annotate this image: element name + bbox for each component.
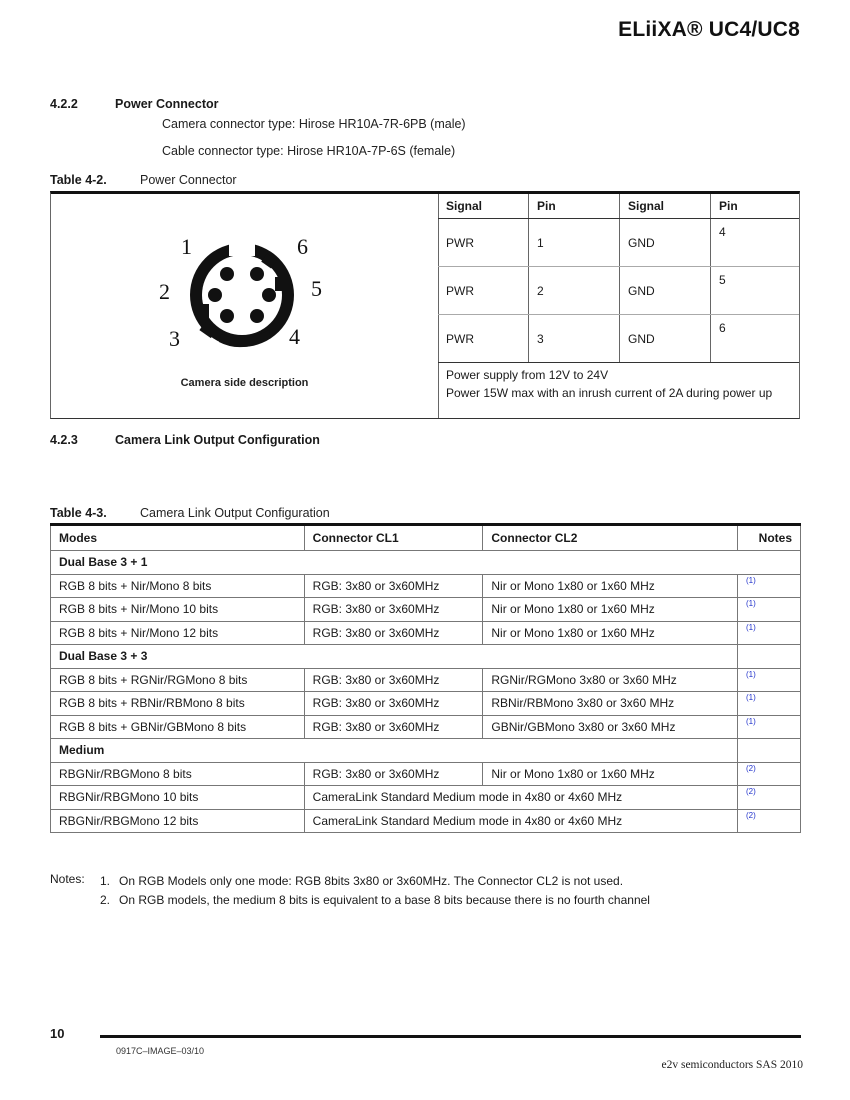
table-42-caption-number: Table 4-2.: [50, 173, 107, 187]
section-number-422: 4.2.2: [50, 97, 78, 111]
table-row: [438, 267, 799, 315]
svg-text:3: 3: [169, 326, 180, 351]
svg-text:1: 1: [181, 234, 192, 259]
table-row: [438, 219, 799, 267]
group-title: Medium: [51, 739, 738, 763]
power-consumption: Power 15W max with an inrush current of 2A during power up: [446, 386, 773, 400]
notes-list: [100, 872, 650, 910]
table-row: [51, 786, 801, 810]
mode-cell: RGB 8 bits + GBNir/GBMono 8 bits: [51, 715, 305, 739]
signal-cell: GND: [620, 219, 711, 267]
note-ref-link[interactable]: (1): [746, 622, 756, 632]
pinout-header-row: [438, 194, 799, 219]
note-ref-link[interactable]: (1): [746, 599, 756, 609]
notes-cell: [738, 809, 801, 833]
pin-cell: 6: [711, 315, 800, 363]
pin-cell: 5: [711, 267, 800, 315]
mode-cell: RGB 8 bits + Nir/Mono 12 bits: [51, 621, 305, 645]
section-title-camera-link: Camera Link Output Configuration: [115, 433, 320, 447]
mode-cell: RGB 8 bits + Nir/Mono 10 bits: [51, 598, 305, 622]
power-connector-table: [50, 191, 800, 419]
notes-cell: [738, 692, 801, 716]
header-connector-cl1: Connector CL1: [304, 525, 483, 551]
header-connector-cl2: Connector CL2: [483, 525, 738, 551]
notes-cell: [738, 786, 801, 810]
mode-cell: RGB 8 bits + Nir/Mono 8 bits: [51, 574, 305, 598]
signal-cell: PWR: [438, 219, 529, 267]
svg-text:2: 2: [159, 279, 170, 304]
notes-cell: [738, 621, 801, 645]
camera-link-config-table: [50, 523, 801, 833]
cl2-cell: Nir or Mono 1x80 or 1x60 MHz: [483, 621, 738, 645]
table-row: [51, 715, 801, 739]
signal-cell: PWR: [438, 267, 529, 315]
svg-text:4: 4: [289, 324, 300, 349]
notes-cell: [738, 668, 801, 692]
note-number: 1.: [100, 874, 111, 888]
cl1-cl2-merged-cell: CameraLink Standard Medium mode in 4x80 or 4x60 MHz: [304, 809, 737, 833]
pinout-cell: [438, 194, 799, 418]
table-row: [51, 598, 801, 622]
table-header-row: [51, 525, 801, 551]
svg-text:5: 5: [311, 276, 322, 301]
table-row: [51, 621, 801, 645]
header-pin: Pin: [711, 194, 800, 219]
cl1-cell: RGB: 3x80 or 3x60MHz: [304, 762, 483, 786]
header-modes: Modes: [51, 525, 305, 551]
table-row: [51, 668, 801, 692]
cl1-cell: RGB: 3x80 or 3x60MHz: [304, 574, 483, 598]
note-ref-link[interactable]: (1): [746, 575, 756, 585]
signal-cell: GND: [620, 267, 711, 315]
signal-cell: PWR: [438, 315, 529, 363]
table-row: [438, 315, 799, 363]
table-row: [51, 809, 801, 833]
note-ref-link[interactable]: (1): [746, 693, 756, 703]
copyright: e2v semiconductors SAS 2010: [661, 1059, 803, 1071]
camera-side-description: Camera side description: [180, 377, 309, 389]
cl1-cell: RGB: 3x80 or 3x60MHz: [304, 668, 483, 692]
cable-connector-type: Cable connector type: Hirose HR10A-7P-6S (female): [162, 144, 456, 158]
cl1-cell: RGB: 3x80 or 3x60MHz: [304, 692, 483, 716]
cl1-cl2-merged-cell: CameraLink Standard Medium mode in 4x80 or 4x60 MHz: [304, 786, 737, 810]
section-title-power-connector: Power Connector: [115, 97, 219, 111]
svg-text:6: 6: [297, 234, 308, 259]
header-signal: Signal: [620, 194, 711, 219]
table-43-caption-title: Camera Link Output Configuration: [140, 506, 330, 520]
pin-cell: 2: [529, 267, 620, 315]
note-text: On RGB models, the medium 8 bits is equivalent to a base 8 bits because there is no fourth channel: [119, 893, 650, 907]
connector-pinout-diagram: [151, 232, 331, 362]
footer-divider: [100, 1035, 801, 1038]
section-number-423: 4.2.3: [50, 433, 78, 447]
mode-cell: RBGNir/RBGMono 12 bits: [51, 809, 305, 833]
notes-cell: [738, 739, 801, 763]
cl2-cell: Nir or Mono 1x80 or 1x60 MHz: [483, 762, 738, 786]
document-code: 0917C–IMAGE–03/10: [116, 1046, 205, 1056]
notes-label: Notes:: [50, 872, 85, 886]
table-42-caption-title: Power Connector: [140, 173, 237, 187]
pinout-table: [438, 194, 799, 363]
notes-cell: [738, 762, 801, 786]
group-row: [51, 645, 801, 669]
mode-cell: RBGNir/RBGMono 10 bits: [51, 786, 305, 810]
signal-cell: GND: [620, 315, 711, 363]
table-row: [51, 762, 801, 786]
pin-cell: 3: [529, 315, 620, 363]
note-ref-link[interactable]: (1): [746, 716, 756, 726]
group-row: [51, 551, 801, 575]
header-notes: Notes: [738, 525, 801, 551]
notes-cell: [738, 574, 801, 598]
cl2-cell: Nir or Mono 1x80 or 1x60 MHz: [483, 598, 738, 622]
notes-cell: [738, 715, 801, 739]
cl2-cell: Nir or Mono 1x80 or 1x60 MHz: [483, 574, 738, 598]
group-title: Dual Base 3 + 1: [51, 551, 801, 575]
notes-cell: [738, 645, 801, 669]
cl2-cell: RBNir/RBMono 3x80 or 3x60 MHz: [483, 692, 738, 716]
cl2-cell: GBNir/GBMono 3x80 or 3x60 MHz: [483, 715, 738, 739]
mode-cell: RBGNir/RBGMono 8 bits: [51, 762, 305, 786]
note-item: [100, 891, 650, 910]
group-row: [51, 739, 801, 763]
page-number: 10: [50, 1026, 65, 1041]
mode-cell: RGB 8 bits + RBNir/RBMono 8 bits: [51, 692, 305, 716]
pin-cell: 1: [529, 219, 620, 267]
note-ref-link[interactable]: (1): [746, 669, 756, 679]
camera-connector-type: Camera connector type: Hirose HR10A-7R-6PB (male): [162, 117, 466, 131]
power-supply-notes: [446, 366, 772, 402]
group-title: Dual Base 3 + 3: [51, 645, 738, 669]
notes-cell: [738, 598, 801, 622]
connector-diagram-cell: [51, 194, 439, 418]
table-43-caption-number: Table 4-3.: [50, 506, 107, 520]
cl1-cell: RGB: 3x80 or 3x60MHz: [304, 598, 483, 622]
note-ref-link[interactable]: (2): [746, 810, 756, 820]
header-pin: Pin: [529, 194, 620, 219]
note-number: 2.: [100, 893, 111, 907]
cl2-cell: RGNir/RGMono 3x80 or 3x60 MHz: [483, 668, 738, 692]
cl1-cell: RGB: 3x80 or 3x60MHz: [304, 715, 483, 739]
power-supply-range: Power supply from 12V to 24V: [446, 368, 609, 382]
note-ref-link[interactable]: (2): [746, 763, 756, 773]
note-ref-link[interactable]: (2): [746, 787, 756, 797]
cl1-cell: RGB: 3x80 or 3x60MHz: [304, 621, 483, 645]
note-item: [100, 872, 650, 891]
pin-cell: 4: [711, 219, 800, 267]
table-row: [51, 574, 801, 598]
table-row: [51, 692, 801, 716]
document-title: ELiiXA® UC4/UC8: [618, 18, 800, 41]
mode-cell: RGB 8 bits + RGNir/RGMono 8 bits: [51, 668, 305, 692]
note-text: On RGB Models only one mode: RGB 8bits 3x80 or 3x60MHz. The Connector CL2 is not used.: [119, 874, 624, 888]
header-signal: Signal: [438, 194, 529, 219]
